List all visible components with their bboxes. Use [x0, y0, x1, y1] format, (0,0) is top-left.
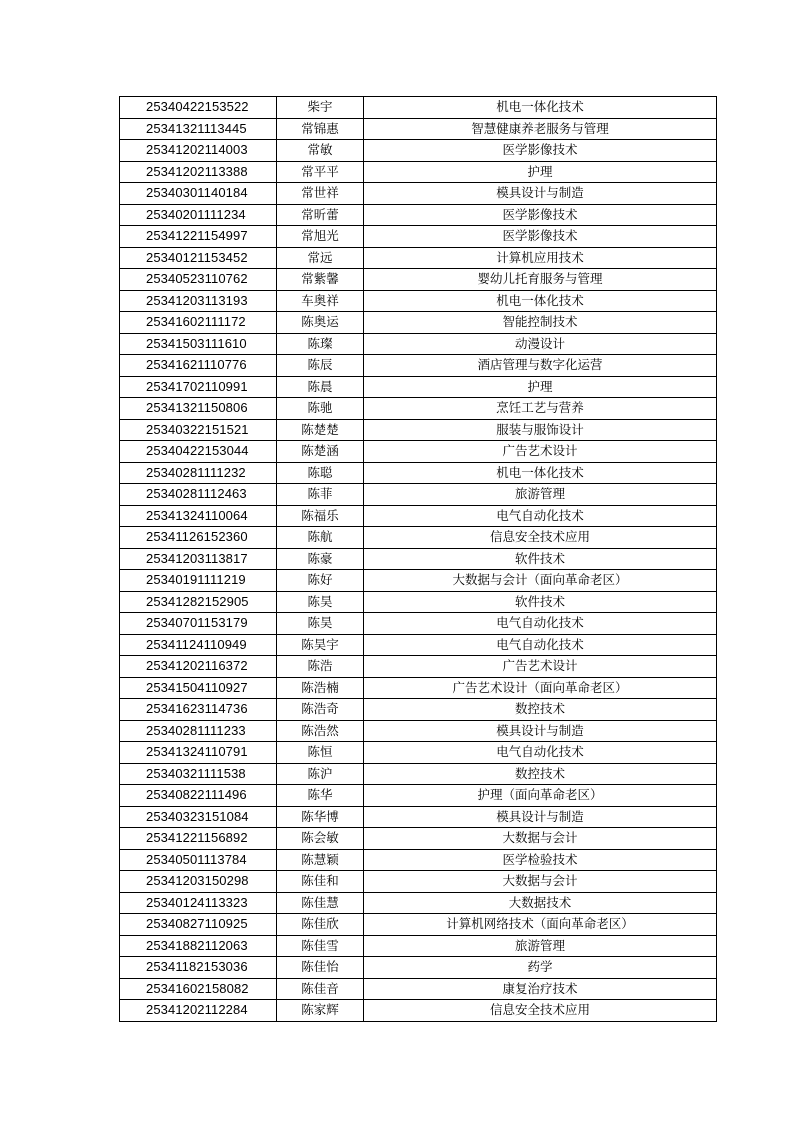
exam-number-cell: 25341321113445 — [120, 118, 277, 140]
table-row — [120, 183, 717, 205]
student-name-cell: 常昕蕾 — [277, 204, 364, 226]
table-row — [120, 226, 717, 248]
student-name-cell: 常远 — [277, 247, 364, 269]
student-name-cell: 陈福乐 — [277, 505, 364, 527]
exam-number-cell: 25340422153522 — [120, 97, 277, 119]
student-name-cell: 常世祥 — [277, 183, 364, 205]
table-row — [120, 806, 717, 828]
exam-number-cell: 25341202113388 — [120, 161, 277, 183]
major-cell: 模具设计与制造 — [364, 806, 717, 828]
major-cell: 服装与服饰设计 — [364, 419, 717, 441]
table-row — [120, 935, 717, 957]
table-row — [120, 355, 717, 377]
student-name-cell: 陈晨 — [277, 376, 364, 398]
table-row — [120, 462, 717, 484]
exam-number-cell: 25340323151084 — [120, 806, 277, 828]
exam-number-cell: 25340822111496 — [120, 785, 277, 807]
exam-number-cell: 25340701153179 — [120, 613, 277, 635]
student-name-cell: 陈璨 — [277, 333, 364, 355]
student-name-cell: 柴宇 — [277, 97, 364, 119]
student-name-cell: 陈驰 — [277, 398, 364, 420]
student-name-cell: 陈华 — [277, 785, 364, 807]
exam-number-cell: 25341702110991 — [120, 376, 277, 398]
exam-number-cell: 25341623114736 — [120, 699, 277, 721]
admission-roster-table — [119, 96, 717, 1022]
table-row — [120, 742, 717, 764]
table-row — [120, 97, 717, 119]
major-cell: 大数据与会计 — [364, 828, 717, 850]
table-row — [120, 505, 717, 527]
exam-number-cell: 25341124110949 — [120, 634, 277, 656]
table-row — [120, 699, 717, 721]
major-cell: 旅游管理 — [364, 484, 717, 506]
student-name-cell: 陈豪 — [277, 548, 364, 570]
major-cell: 模具设计与制造 — [364, 183, 717, 205]
major-cell: 信息安全技术应用 — [364, 1000, 717, 1022]
table-row — [120, 204, 717, 226]
student-name-cell: 常平平 — [277, 161, 364, 183]
exam-number-cell: 25341221154997 — [120, 226, 277, 248]
major-cell: 烹饪工艺与营养 — [364, 398, 717, 420]
table-row — [120, 247, 717, 269]
student-name-cell: 陈浩 — [277, 656, 364, 678]
student-name-cell: 陈家辉 — [277, 1000, 364, 1022]
major-cell: 数控技术 — [364, 763, 717, 785]
exam-number-cell: 25341621110776 — [120, 355, 277, 377]
exam-number-cell: 25341882112063 — [120, 935, 277, 957]
major-cell: 机电一体化技术 — [364, 462, 717, 484]
major-cell: 软件技术 — [364, 591, 717, 613]
major-cell: 软件技术 — [364, 548, 717, 570]
major-cell: 护理（面向革命老区） — [364, 785, 717, 807]
exam-number-cell: 25341321150806 — [120, 398, 277, 420]
major-cell: 婴幼儿托育服务与管理 — [364, 269, 717, 291]
exam-number-cell: 25341324110064 — [120, 505, 277, 527]
table-row — [120, 634, 717, 656]
exam-number-cell: 25340827110925 — [120, 914, 277, 936]
major-cell: 护理 — [364, 161, 717, 183]
table-row — [120, 548, 717, 570]
exam-number-cell: 25341202116372 — [120, 656, 277, 678]
table-row — [120, 118, 717, 140]
major-cell: 智能控制技术 — [364, 312, 717, 334]
major-cell: 医学影像技术 — [364, 140, 717, 162]
exam-number-cell: 25341182153036 — [120, 957, 277, 979]
table-row — [120, 398, 717, 420]
student-name-cell: 陈华博 — [277, 806, 364, 828]
table-row — [120, 591, 717, 613]
major-cell: 护理 — [364, 376, 717, 398]
major-cell: 智慧健康养老服务与管理 — [364, 118, 717, 140]
table-row — [120, 677, 717, 699]
table-row — [120, 978, 717, 1000]
exam-number-cell: 25340281111232 — [120, 462, 277, 484]
student-name-cell: 陈佳音 — [277, 978, 364, 1000]
major-cell: 药学 — [364, 957, 717, 979]
major-cell: 计算机应用技术 — [364, 247, 717, 269]
table-row — [120, 613, 717, 635]
major-cell: 电气自动化技术 — [364, 634, 717, 656]
exam-number-cell: 25341203150298 — [120, 871, 277, 893]
major-cell: 大数据与会计 — [364, 871, 717, 893]
student-name-cell: 陈沪 — [277, 763, 364, 785]
table-row — [120, 419, 717, 441]
student-name-cell: 车奥祥 — [277, 290, 364, 312]
student-name-cell: 陈浩楠 — [277, 677, 364, 699]
student-name-cell: 陈昊 — [277, 613, 364, 635]
exam-number-cell: 25340321111538 — [120, 763, 277, 785]
student-name-cell: 陈好 — [277, 570, 364, 592]
major-cell: 旅游管理 — [364, 935, 717, 957]
table-row — [120, 140, 717, 162]
major-cell: 广告艺术设计 — [364, 441, 717, 463]
student-name-cell: 陈聪 — [277, 462, 364, 484]
table-row — [120, 957, 717, 979]
table-row — [120, 376, 717, 398]
major-cell: 模具设计与制造 — [364, 720, 717, 742]
table-row — [120, 849, 717, 871]
student-name-cell: 陈慧颖 — [277, 849, 364, 871]
table-row — [120, 785, 717, 807]
student-name-cell: 陈昊宇 — [277, 634, 364, 656]
major-cell: 电气自动化技术 — [364, 742, 717, 764]
student-name-cell: 陈佳和 — [277, 871, 364, 893]
exam-number-cell: 25341126152360 — [120, 527, 277, 549]
table-row — [120, 441, 717, 463]
major-cell: 机电一体化技术 — [364, 290, 717, 312]
exam-number-cell: 25341203113817 — [120, 548, 277, 570]
exam-number-cell: 25341221156892 — [120, 828, 277, 850]
student-name-cell: 陈昊 — [277, 591, 364, 613]
student-name-cell: 陈浩奇 — [277, 699, 364, 721]
exam-number-cell: 25340121153452 — [120, 247, 277, 269]
exam-number-cell: 25340322151521 — [120, 419, 277, 441]
exam-number-cell: 25340281111233 — [120, 720, 277, 742]
table-row — [120, 290, 717, 312]
student-name-cell: 常锦惠 — [277, 118, 364, 140]
student-name-cell: 陈会敏 — [277, 828, 364, 850]
exam-number-cell: 25340422153044 — [120, 441, 277, 463]
major-cell: 医学影像技术 — [364, 204, 717, 226]
table-row — [120, 914, 717, 936]
student-name-cell: 陈浩然 — [277, 720, 364, 742]
major-cell: 数控技术 — [364, 699, 717, 721]
student-name-cell: 陈楚涵 — [277, 441, 364, 463]
table-row — [120, 1000, 717, 1022]
table-row — [120, 871, 717, 893]
major-cell: 医学检验技术 — [364, 849, 717, 871]
exam-number-cell: 25340301140184 — [120, 183, 277, 205]
exam-number-cell: 25341324110791 — [120, 742, 277, 764]
exam-number-cell: 25340124113323 — [120, 892, 277, 914]
major-cell: 广告艺术设计 — [364, 656, 717, 678]
roster-table-body — [120, 97, 717, 1022]
exam-number-cell: 25340281112463 — [120, 484, 277, 506]
table-row — [120, 333, 717, 355]
exam-number-cell: 25340523110762 — [120, 269, 277, 291]
exam-number-cell: 25340191111219 — [120, 570, 277, 592]
table-row — [120, 312, 717, 334]
major-cell: 大数据与会计（面向革命老区） — [364, 570, 717, 592]
major-cell: 酒店管理与数字化运营 — [364, 355, 717, 377]
student-name-cell: 陈菲 — [277, 484, 364, 506]
table-row — [120, 484, 717, 506]
student-name-cell: 陈奥运 — [277, 312, 364, 334]
student-name-cell: 常紫馨 — [277, 269, 364, 291]
student-name-cell: 陈佳怡 — [277, 957, 364, 979]
major-cell: 医学影像技术 — [364, 226, 717, 248]
major-cell: 电气自动化技术 — [364, 613, 717, 635]
table-row — [120, 656, 717, 678]
major-cell: 计算机网络技术（面向革命老区） — [364, 914, 717, 936]
student-name-cell: 常旭光 — [277, 226, 364, 248]
major-cell: 动漫设计 — [364, 333, 717, 355]
major-cell: 信息安全技术应用 — [364, 527, 717, 549]
table-row — [120, 763, 717, 785]
table-row — [120, 269, 717, 291]
student-name-cell: 陈佳慧 — [277, 892, 364, 914]
student-name-cell: 陈辰 — [277, 355, 364, 377]
exam-number-cell: 25341203113193 — [120, 290, 277, 312]
exam-number-cell: 25341282152905 — [120, 591, 277, 613]
table-row — [120, 720, 717, 742]
student-name-cell: 陈楚楚 — [277, 419, 364, 441]
table-row — [120, 527, 717, 549]
exam-number-cell: 25341202112284 — [120, 1000, 277, 1022]
major-cell: 大数据技术 — [364, 892, 717, 914]
major-cell: 康复治疗技术 — [364, 978, 717, 1000]
table-row — [120, 828, 717, 850]
exam-number-cell: 25340501113784 — [120, 849, 277, 871]
exam-number-cell: 25341602111172 — [120, 312, 277, 334]
student-name-cell: 陈航 — [277, 527, 364, 549]
table-row — [120, 570, 717, 592]
table-row — [120, 161, 717, 183]
exam-number-cell: 25341504110927 — [120, 677, 277, 699]
student-name-cell: 陈佳雪 — [277, 935, 364, 957]
exam-number-cell: 25341602158082 — [120, 978, 277, 1000]
exam-number-cell: 25340201111234 — [120, 204, 277, 226]
exam-number-cell: 25341202114003 — [120, 140, 277, 162]
exam-number-cell: 25341503111610 — [120, 333, 277, 355]
student-name-cell: 常敏 — [277, 140, 364, 162]
student-name-cell: 陈佳欣 — [277, 914, 364, 936]
major-cell: 广告艺术设计（面向革命老区） — [364, 677, 717, 699]
major-cell: 机电一体化技术 — [364, 97, 717, 119]
student-name-cell: 陈恒 — [277, 742, 364, 764]
table-row — [120, 892, 717, 914]
major-cell: 电气自动化技术 — [364, 505, 717, 527]
